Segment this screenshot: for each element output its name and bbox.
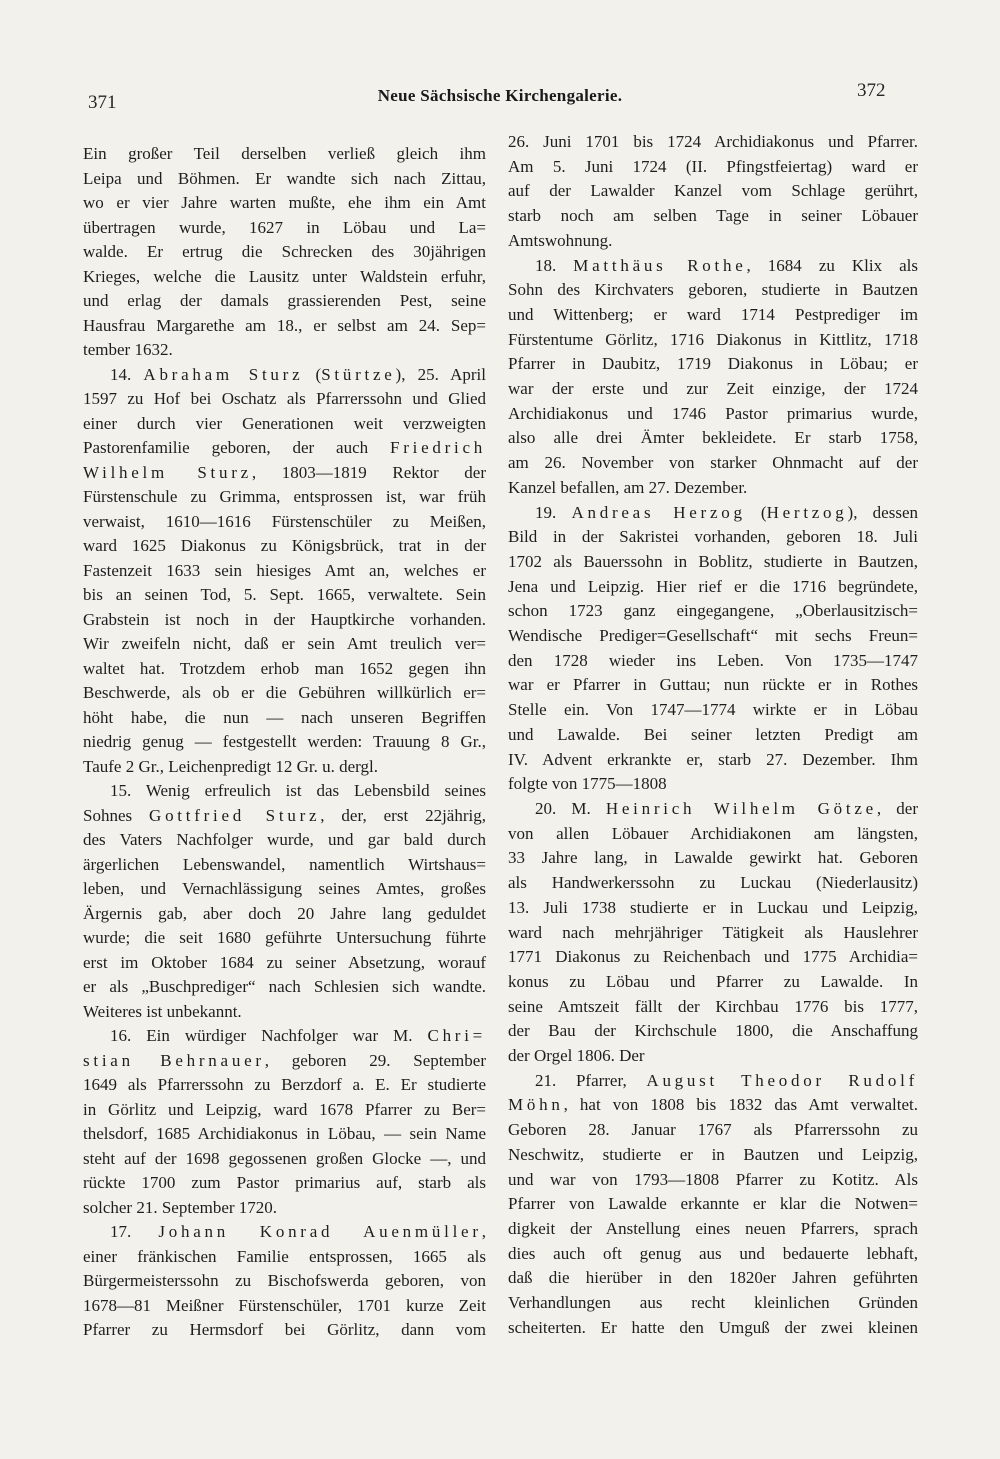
text-run: und war von 1793—1808 Pfarrer zu Kotitz. Als	[508, 1169, 918, 1189]
text-run: 16. Ein würdiger Nachfolger war M.	[110, 1026, 428, 1045]
text-line	[83, 240, 486, 265]
text-line	[508, 1044, 918, 1069]
text-run: , hat von 1808 bis 1832 das Amt verwaltet.	[563, 1095, 918, 1115]
text-run: dies auch oft genug aus und bedauerte lebhaft,	[508, 1243, 918, 1263]
text-run: ), dessen	[847, 502, 918, 522]
text-run: Sohnes	[83, 805, 150, 825]
text-run: Jena und Leipzig. Hier rief er die 1716 begründete,	[508, 576, 918, 596]
text-line	[83, 975, 486, 1000]
text-run: 14.	[110, 364, 144, 384]
text-line	[508, 822, 918, 847]
text-run: tember 1632.	[83, 340, 173, 359]
paragraph	[508, 797, 918, 1069]
text-run: auf der Lawalder Kanzel vom Schlage gerührt,	[508, 181, 918, 201]
text-line	[508, 1242, 918, 1267]
text-line	[83, 191, 486, 216]
text-run: und erlag der damals grassierenden Pest, seine	[83, 291, 486, 310]
text-line	[83, 828, 486, 853]
text-run: Neschwitz, studierte er in Bautzen und Leipzig,	[508, 1144, 918, 1164]
text-line	[508, 278, 918, 303]
text-line	[83, 1171, 486, 1196]
text-line	[83, 461, 486, 486]
text-line	[83, 657, 486, 682]
text-run: , geboren 29. September	[264, 1050, 486, 1070]
text-run: digkeit der Anstellung eines neuen Pfarrers, sprach	[508, 1218, 918, 1238]
text-line	[83, 559, 486, 584]
text-run: Sohn des Kirchvaters geboren, studierte in Bautzen	[508, 280, 918, 300]
text-run: Wendische Prediger=Gesellschaft“ mit sechs Freun=	[508, 626, 918, 646]
text-run: waltet hat. Trotzdem erhob man 1652 gegen ihn	[83, 658, 486, 678]
text-line	[508, 921, 918, 946]
text-run: der Bau der Kirchschule 1800, die Anschaffung	[508, 1021, 918, 1041]
text-line	[83, 902, 486, 927]
text-run: den 1728 wieder ins Leben. Von 1735—1747	[508, 650, 918, 670]
paragraph	[83, 142, 486, 363]
spaced-name: Hertzog	[766, 502, 848, 522]
text-line	[508, 451, 918, 476]
text-line	[508, 426, 918, 451]
text-line	[508, 501, 918, 526]
text-line	[508, 1069, 918, 1094]
text-line	[83, 142, 486, 167]
text-run: Wir zweifeln nicht, daß er sein Amt treulich ver=	[83, 634, 486, 653]
paragraph	[508, 254, 918, 501]
text-line	[83, 926, 486, 951]
text-line	[83, 1269, 486, 1294]
text-run: daß die hierüber in den 1820er Jahren geführten	[508, 1268, 918, 1288]
text-run: scheiterten. Er hatte den Umguß der zwei kleinen	[508, 1317, 918, 1337]
text-run: thelsdorf, 1685 Archidiakonus in Löbau, — sein Name	[83, 1124, 486, 1143]
spaced-name: Stürtze	[321, 364, 396, 384]
text-run: wo er vier Jahre warten mußte, ehe ihm ein Amt	[83, 193, 486, 212]
text-run: Fürstentume Görlitz, 1716 Diakonus in Kittlitz, 1718	[508, 329, 918, 349]
text-line	[83, 1245, 486, 1270]
text-line	[508, 155, 918, 180]
text-run: Bürgermeisterssohn zu Bischofswerda geboren, von	[83, 1271, 486, 1290]
text-run: von allen Löbauer Archidiakonen am längsten,	[508, 823, 918, 843]
text-line	[508, 1291, 918, 1316]
text-line	[83, 314, 486, 339]
page-number-left: 371	[88, 92, 117, 113]
text-line	[83, 1294, 486, 1319]
text-line	[508, 402, 918, 427]
text-line	[83, 951, 486, 976]
text-line	[83, 338, 486, 363]
text-run: Archidiakonus und 1746 Pastor primarius wurde,	[508, 403, 918, 423]
paragraph	[83, 363, 486, 780]
text-line	[508, 550, 918, 575]
text-line	[508, 896, 918, 921]
text-run: ward 1625 Diakonus zu Königsbrück, trat in der	[83, 536, 486, 555]
text-run: Amtswohnung.	[508, 230, 613, 250]
text-run: Ärgernis gab, aber doch 20 Jahre lang geduldet	[83, 903, 486, 923]
text-run: , der	[876, 798, 918, 818]
text-run: Beschwerde, als ob er die Gebühren willkürlich er=	[83, 683, 486, 702]
text-run: und Wittenberg; er ward 1714 Pestprediger im	[508, 304, 918, 324]
text-run: 13. Juli 1738 studierte er in Luckau und Leipzig,	[508, 897, 918, 917]
text-run: Verhandlungen aus recht kleinlichen Gründen	[508, 1293, 918, 1313]
text-run: schon 1723 ganz eingegangene, „Oberlausitzisch=	[508, 601, 918, 621]
text-run: 21. Pfarrer,	[535, 1070, 647, 1090]
page-number-right: 372	[857, 80, 886, 101]
text-run: des Vaters Nachfolger wurde, und gar bald durch	[83, 830, 486, 849]
text-line	[508, 846, 918, 871]
text-line	[83, 608, 486, 633]
text-run: solcher 21. September 1720.	[83, 1197, 278, 1217]
text-line	[508, 1143, 918, 1168]
text-run: starb noch am selben Tage in seiner Löbauer	[508, 206, 918, 226]
spaced-name: Matthäus Rothe	[573, 255, 747, 275]
text-line	[83, 1098, 486, 1123]
text-line	[508, 1168, 918, 1193]
spaced-name: Friedrich	[390, 438, 486, 457]
text-line	[508, 871, 918, 896]
paragraph	[83, 779, 486, 1024]
text-line	[508, 1316, 918, 1341]
text-line	[83, 1049, 486, 1074]
text-column-left	[83, 142, 486, 1343]
text-run: 1771 Diakonus zu Reichenbach und 1775 Archidia=	[508, 947, 918, 967]
text-line	[83, 779, 486, 804]
text-run: Fürstenschule zu Grimma, entsprossen ist, war früh	[83, 487, 486, 506]
text-run: niedrig genug — festgestellt werden: Trauung 8 Gr.,	[83, 732, 486, 751]
text-run: übertragen wurde, 1627 in Löbau und La=	[83, 217, 486, 237]
text-line	[508, 575, 918, 600]
text-line	[83, 534, 486, 559]
text-run: ward nach mehrjähriger Tätigkeit als Hauslehrer	[508, 922, 918, 942]
text-run: er als „Buschprediger“ nach Schlesien sich wandte.	[83, 977, 486, 996]
running-title: Neue Sächsische Kirchengalerie.	[377, 86, 623, 105]
text-line	[83, 387, 486, 412]
paragraph	[508, 1069, 918, 1341]
text-line	[508, 1019, 918, 1044]
text-line	[83, 1220, 486, 1245]
text-run: ), 25. April	[395, 364, 486, 384]
text-line	[508, 624, 918, 649]
text-run: der Orgel 1806. Der	[508, 1046, 645, 1066]
text-run: , 1803—1819 Rektor der	[251, 462, 486, 482]
text-run: (	[303, 364, 322, 384]
text-run: verwaist, 1610—1616 Fürstenschüler zu Meißen,	[83, 511, 486, 531]
text-run: 1649 als Pfarrerssohn zu Berzdorf a. E. Er studierte	[83, 1075, 486, 1094]
text-run: leben, und Vernachlässigung seines Amtes, großes	[83, 879, 486, 898]
text-column-right	[508, 130, 918, 1340]
spaced-name: Johann Konrad Auenmüller	[158, 1222, 482, 1241]
text-run: ärgerlichen Lebenswandel, namentlich Wirtshaus=	[83, 854, 486, 874]
text-line	[508, 179, 918, 204]
text-line	[83, 1024, 486, 1049]
text-run: Leipa und Böhmen. Er wandte sich nach Zittau,	[83, 168, 486, 188]
text-run: rückte 1700 zum Pastor primarius auf, starb als	[83, 1173, 486, 1192]
text-line	[83, 681, 486, 706]
text-run: , 1684 zu Klix als	[746, 255, 918, 275]
text-run: Kanzel befallen, am 27. Dezember.	[508, 477, 748, 497]
text-run: Pfarrer zu Hermsdorf bei Görlitz, dann vom	[83, 1320, 486, 1339]
text-line	[508, 204, 918, 229]
text-line	[83, 1147, 486, 1172]
spaced-name: Abraham Sturz	[143, 364, 304, 384]
text-run: Hausfrau Margarethe am 18., er selbst am 24. Sep=	[83, 315, 486, 335]
text-line	[508, 377, 918, 402]
text-line	[83, 853, 486, 878]
text-run: folgte von 1775—1808	[508, 774, 667, 794]
text-line	[83, 289, 486, 314]
spaced-name: Gottfried Sturz	[149, 805, 321, 825]
text-line	[83, 877, 486, 902]
text-run: einer fränkischen Familie entsprossen, 1665 als	[83, 1246, 486, 1266]
text-line	[508, 599, 918, 624]
spaced-name: Andreas Herzog	[571, 502, 746, 522]
text-run: als Handwerkerssohn zu Luckau (Niederlausitz)	[508, 873, 918, 893]
text-line	[83, 167, 486, 192]
text-line	[508, 1093, 918, 1118]
text-run: Pfarrer von Lawalde erkannte er klar die Notwen=	[508, 1194, 918, 1214]
text-line	[83, 583, 486, 608]
text-run: erst im Oktober 1684 zu seiner Absetzung, worauf	[83, 952, 486, 972]
text-run: (	[745, 502, 767, 522]
text-run: am 26. November von starker Ohnmacht auf der	[508, 453, 918, 473]
text-line	[508, 673, 918, 698]
text-run: seine Amtszeit fällt der Kirchbau 1776 bis 1777,	[508, 996, 918, 1016]
text-line	[508, 229, 918, 254]
text-line	[83, 412, 486, 437]
spaced-name: stian Behrnauer	[83, 1050, 265, 1070]
text-run: Pastorenfamilie geboren, der auch	[83, 438, 391, 457]
text-run: 1678—81 Meißner Fürstenschüler, 1701 kurze Zeit	[83, 1295, 486, 1315]
text-run: 1597 zu Hof bei Oschatz als Pfarrerssohn und Glied	[83, 389, 486, 408]
text-line	[83, 1000, 486, 1025]
text-run: also alle drei Ämter bekleidete. Er starb 1758,	[508, 428, 918, 448]
text-line	[83, 1196, 486, 1221]
text-run: 19.	[535, 502, 572, 522]
text-run: Krieges, welche die Lausitz unter Waldstein erfuhr,	[83, 266, 486, 286]
text-line	[508, 1217, 918, 1242]
text-line	[508, 525, 918, 550]
text-run: Am 5. Juni 1724 (II. Pfingstfeiertag) ward er	[508, 156, 918, 176]
text-line	[83, 1073, 486, 1098]
text-line	[508, 130, 918, 155]
text-run: , der, erst 22jährig,	[320, 805, 486, 825]
text-line	[508, 995, 918, 1020]
paragraph	[508, 130, 918, 254]
text-line	[83, 485, 486, 510]
text-line	[508, 254, 918, 279]
text-run: Weiteres ist unbekannt.	[83, 1001, 242, 1021]
text-line	[508, 970, 918, 995]
spaced-name: Möhn	[508, 1095, 564, 1115]
text-line	[508, 748, 918, 773]
text-run: wurde; die seit 1680 geführte Untersuchung führte	[83, 928, 486, 947]
text-line	[83, 632, 486, 657]
text-line	[508, 352, 918, 377]
spaced-name: Chri=	[427, 1026, 486, 1045]
text-run: 26. Juni 1701 bis 1724 Archidiakonus und Pfarrer.	[508, 132, 918, 151]
text-line	[508, 772, 918, 797]
text-run: war er Pfarrer in Guttau; nun rückte er in Rothes	[508, 675, 918, 695]
text-line	[83, 510, 486, 535]
text-run: 33 Jahre lang, in Lawalde gewirkt hat. Geboren	[508, 848, 918, 868]
text-run: walde. Er ertrug die Schrecken des 30jährigen	[83, 242, 486, 261]
text-line	[83, 436, 486, 461]
text-line	[83, 706, 486, 731]
text-run: Geboren 28. Januar 1767 als Pfarrerssohn zu	[508, 1120, 918, 1140]
paragraph	[508, 501, 918, 797]
spaced-name: Wilhelm Sturz	[83, 462, 252, 482]
text-line	[83, 265, 486, 290]
text-line	[83, 755, 486, 780]
text-run: 15. Wenig erfreulich ist das Lebensbild seines	[110, 781, 486, 800]
text-run: und Lawalde. Bei seiner letzten Predigt am	[508, 724, 918, 744]
text-line	[508, 797, 918, 822]
text-line	[508, 723, 918, 748]
text-line	[83, 216, 486, 241]
text-run: steht auf der 1698 gegossenen großen Glocke —, und	[83, 1148, 486, 1168]
text-line	[508, 1118, 918, 1143]
text-run: Stelle ein. Von 1747—1774 wirkte er in Löbau	[508, 700, 918, 720]
text-run: Grabstein ist noch in der Hauptkirche vorhanden.	[83, 609, 486, 629]
text-line	[508, 476, 918, 501]
text-run: Pfarrer in Daubitz, 1719 Diakonus in Löbau; er	[508, 354, 918, 374]
text-line	[508, 649, 918, 674]
text-line	[83, 730, 486, 755]
text-line	[508, 1266, 918, 1291]
text-run: IV. Advent erkrankte er, starb 27. Dezember. Ihm	[508, 749, 918, 769]
text-line	[508, 698, 918, 723]
text-run: 20. M.	[535, 798, 606, 818]
spaced-name: Heinrich Wilhelm Götze	[605, 798, 877, 818]
text-run: bis an seinen Tod, 5. Sept. 1665, verwaltete. Sein	[83, 585, 486, 604]
text-line	[83, 363, 486, 388]
text-run: Taufe 2 Gr., Leichenpredigt 12 Gr. u. dergl.	[83, 756, 378, 776]
text-run: 1702 als Bauerssohn in Boblitz, studierte in Bautzen,	[508, 551, 918, 571]
spaced-name: August Theodor Rudolf	[646, 1070, 918, 1090]
text-line	[508, 945, 918, 970]
text-run: konus zu Löbau und Pfarrer zu Lawalde. In	[508, 971, 918, 991]
text-run: 18.	[535, 255, 574, 275]
text-line	[83, 1318, 486, 1343]
text-line	[508, 328, 918, 353]
text-run: Bild in der Sakristei vorhanden, geboren 18. Juli	[508, 527, 918, 547]
text-run: Fastenzeit 1633 sein hiesiges Amt an, welches er	[83, 560, 486, 580]
text-line	[508, 303, 918, 328]
text-run: einer durch vier Generationen weit verzweigten	[83, 413, 486, 433]
text-run: Ein großer Teil derselben verließ gleich ihm	[83, 144, 486, 163]
text-line	[83, 1122, 486, 1147]
text-run: 17.	[110, 1222, 159, 1241]
paragraph	[83, 1220, 486, 1343]
text-line	[508, 1192, 918, 1217]
text-run: war der erste und zur Zeit einzige, der 1724	[508, 379, 918, 399]
text-run: höht habe, die nun — nach unseren Begriffen	[83, 707, 486, 727]
text-run: in Görlitz und Leipzig, ward 1678 Pfarrer zu Ber=	[83, 1099, 486, 1119]
paragraph	[83, 1024, 486, 1220]
text-line	[83, 804, 486, 829]
text-run: ,	[481, 1222, 486, 1241]
